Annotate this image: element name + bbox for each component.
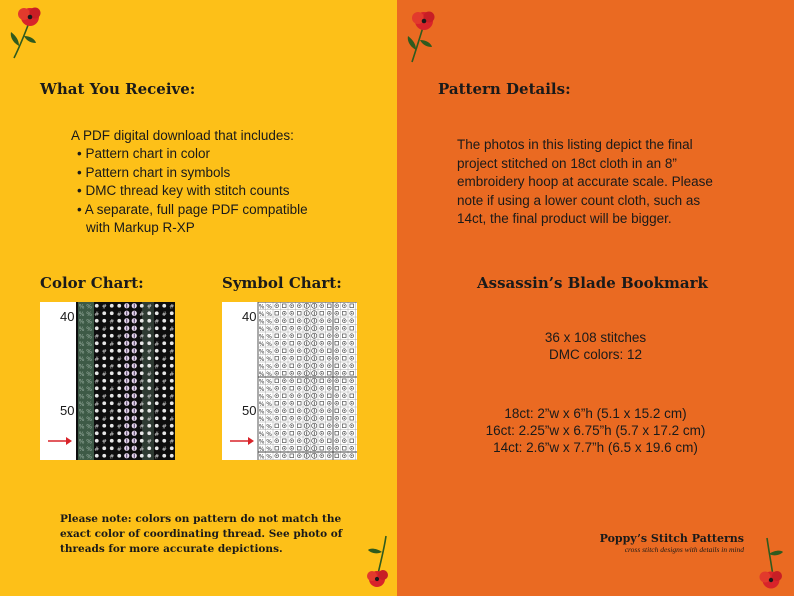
svg-text:#: #	[154, 318, 160, 326]
row-label-50: 50	[242, 403, 257, 418]
red-arrow-icon	[230, 437, 254, 445]
svg-text:%: %	[258, 333, 265, 341]
svg-text:#: #	[116, 400, 122, 408]
size-18ct: 18ct: 2”w x 6”h (5.1 x 15.2 cm)	[504, 406, 687, 421]
svg-text:#: #	[154, 430, 160, 438]
svg-text:%: %	[258, 453, 265, 460]
svg-text:%: %	[78, 340, 85, 348]
svg-text:%: %	[258, 385, 265, 393]
svg-text:%: %	[78, 423, 85, 431]
size-16ct: 16ct: 2.25”w x 6.75”h (5.7 x 17.2 cm)	[485, 423, 706, 438]
svg-text:%: %	[258, 400, 265, 408]
color-chart-heading: Color Chart:	[40, 274, 144, 292]
svg-text:#: #	[139, 310, 145, 318]
svg-text:%: %	[266, 408, 272, 416]
svg-text:#: #	[116, 333, 122, 341]
svg-text:#: #	[109, 385, 115, 393]
svg-text:#: #	[109, 408, 115, 416]
details-paragraph	[457, 136, 713, 229]
svg-text:#: #	[101, 415, 107, 423]
svg-text:%: %	[258, 325, 265, 333]
list-item: with Markup R-XP	[86, 220, 195, 235]
svg-text:%: %	[266, 363, 272, 371]
svg-text:%: %	[78, 400, 85, 408]
svg-text:#: #	[154, 385, 160, 393]
svg-text:#: #	[146, 370, 152, 378]
svg-text:%: %	[78, 415, 85, 423]
poppy-flower-icon	[8, 6, 42, 60]
intro-text: A PDF digital download that includes:	[71, 128, 294, 143]
svg-text:%: %	[266, 378, 272, 386]
includes-list	[77, 145, 308, 238]
svg-text:%: %	[86, 370, 92, 378]
svg-text:#: #	[169, 438, 175, 446]
svg-text:#: #	[139, 378, 145, 386]
svg-text:#: #	[146, 348, 152, 356]
stitch-info	[397, 329, 794, 363]
svg-text:#: #	[154, 453, 160, 460]
svg-text:%: %	[258, 310, 265, 318]
svg-text:#: #	[94, 333, 100, 341]
svg-text:#: #	[94, 423, 100, 431]
svg-text:#: #	[146, 415, 152, 423]
svg-text:%: %	[266, 340, 272, 348]
svg-text:#: #	[169, 348, 175, 356]
svg-text:%: %	[258, 370, 265, 378]
svg-text:%: %	[86, 408, 92, 416]
svg-text:#: #	[116, 355, 122, 363]
svg-text:%: %	[78, 430, 85, 438]
row-label-40: 40	[60, 309, 75, 324]
svg-text:%: %	[266, 430, 272, 438]
svg-text:%: %	[86, 340, 92, 348]
svg-text:%: %	[258, 363, 265, 371]
brand-name: Poppy’s Stitch Patterns	[599, 532, 744, 545]
svg-text:%: %	[78, 438, 85, 446]
svg-text:%: %	[258, 318, 265, 326]
paragraph-line: project stitched on 18ct cloth in an 8”	[457, 155, 677, 171]
svg-text:#: #	[169, 393, 175, 401]
svg-text:#: #	[116, 445, 122, 453]
svg-text:%: %	[86, 385, 92, 393]
list-item: • Pattern chart in color	[77, 146, 211, 161]
dmc-color-count: DMC colors: 12	[548, 347, 643, 362]
svg-text:#: #	[161, 333, 167, 341]
red-arrow-icon	[48, 437, 72, 445]
pattern-title: Assassin’s Blade Bookmark	[477, 274, 708, 292]
size-list	[397, 405, 794, 456]
svg-text:#: #	[146, 438, 152, 446]
svg-text:#: #	[154, 340, 160, 348]
svg-text:#: #	[101, 303, 107, 311]
paragraph-line: embroidery hoop at accurate scale. Please	[457, 174, 713, 189]
svg-text:%: %	[266, 370, 272, 378]
svg-text:%: %	[258, 303, 265, 311]
svg-text:%: %	[258, 355, 265, 363]
svg-text:%: %	[266, 415, 272, 423]
svg-text:%: %	[78, 453, 85, 460]
svg-text:%: %	[86, 348, 92, 356]
svg-text:%: %	[86, 355, 92, 363]
svg-text:#: #	[169, 325, 175, 333]
svg-text:%: %	[78, 378, 85, 386]
svg-text:%: %	[258, 415, 265, 423]
svg-text:%: %	[78, 310, 85, 318]
svg-text:#: #	[94, 310, 100, 318]
brand-tagline: cross stitch designs with details in mind	[624, 545, 744, 554]
svg-text:#: #	[101, 393, 107, 401]
svg-text:%: %	[266, 325, 272, 333]
svg-text:#: #	[101, 370, 107, 378]
svg-text:%: %	[86, 430, 92, 438]
svg-text:%: %	[266, 385, 272, 393]
svg-text:#: #	[139, 400, 145, 408]
svg-text:%: %	[78, 370, 85, 378]
svg-text:%: %	[78, 393, 85, 401]
svg-text:%: %	[258, 445, 265, 453]
svg-text:#: #	[101, 438, 107, 446]
paragraph-line: 14ct, the final product will be bigger.	[457, 211, 672, 226]
svg-text:#: #	[139, 333, 145, 341]
svg-text:#: #	[161, 400, 167, 408]
svg-text:%: %	[86, 453, 92, 460]
svg-text:%: %	[266, 333, 272, 341]
svg-text:%: %	[86, 400, 92, 408]
svg-text:#: #	[116, 423, 122, 431]
color-chart-image	[40, 302, 175, 460]
svg-text:%: %	[258, 423, 265, 431]
svg-text:%: %	[258, 393, 265, 401]
svg-text:%: %	[86, 325, 92, 333]
svg-text:%: %	[86, 363, 92, 371]
svg-text:#: #	[154, 363, 160, 371]
svg-text:%: %	[78, 355, 85, 363]
svg-text:#: #	[139, 355, 145, 363]
list-item: • A separate, full page PDF compatible	[77, 201, 308, 217]
right-panel	[397, 0, 794, 596]
svg-text:%: %	[266, 400, 272, 408]
svg-text:%: %	[86, 378, 92, 386]
svg-text:%: %	[258, 430, 265, 438]
svg-text:#: #	[94, 400, 100, 408]
paragraph-line: note if using a lower count cloth, such as	[457, 192, 701, 208]
svg-text:%: %	[258, 438, 265, 446]
svg-text:%: %	[266, 438, 272, 446]
what-you-receive-heading: What You Receive:	[40, 80, 196, 98]
size-14ct: 14ct: 2.6”w x 7.7”h (6.5 x 19.6 cm)	[493, 440, 698, 455]
svg-text:%: %	[86, 333, 92, 341]
svg-text:%: %	[78, 445, 85, 453]
svg-text:%: %	[266, 453, 272, 460]
svg-text:%: %	[86, 445, 92, 453]
svg-text:#: #	[101, 325, 107, 333]
svg-text:%: %	[86, 318, 92, 326]
svg-text:%: %	[86, 303, 92, 311]
symbol-chart-heading: Symbol Chart:	[222, 274, 342, 292]
color-disclaimer-note: Please note: colors on pattern do not match the exact color of coordinating thread. See photo of threads for more accurate depictions.	[60, 513, 343, 555]
svg-text:#: #	[109, 453, 115, 460]
svg-text:#: #	[154, 408, 160, 416]
poppy-flower-icon	[753, 536, 787, 590]
svg-text:#: #	[109, 430, 115, 438]
paragraph-line: The photos in this listing depict the final	[457, 137, 693, 152]
svg-text:#: #	[139, 445, 145, 453]
svg-text:#: #	[101, 348, 107, 356]
symbol-chart-image	[222, 302, 357, 460]
svg-text:#: #	[161, 378, 167, 386]
svg-text:#: #	[116, 378, 122, 386]
list-item: • Pattern chart in symbols	[77, 164, 231, 180]
svg-text:#: #	[169, 303, 175, 311]
svg-text:#: #	[169, 370, 175, 378]
svg-text:#: #	[116, 310, 122, 318]
pattern-details-heading: Pattern Details:	[438, 80, 571, 98]
svg-text:#: #	[94, 378, 100, 386]
svg-text:%: %	[258, 408, 265, 416]
brand-signature	[600, 532, 744, 554]
svg-text:%: %	[78, 385, 85, 393]
svg-text:%: %	[266, 348, 272, 356]
svg-text:#: #	[161, 355, 167, 363]
list-item: • DMC thread key with stitch counts	[77, 183, 290, 198]
row-label-50: 50	[60, 403, 75, 418]
svg-text:#: #	[109, 318, 115, 326]
svg-text:%: %	[266, 303, 272, 311]
row-label-40: 40	[242, 309, 257, 324]
svg-text:%: %	[78, 363, 85, 371]
svg-text:#: #	[109, 340, 115, 348]
svg-text:#: #	[161, 423, 167, 431]
svg-text:%: %	[86, 310, 92, 318]
svg-text:%: %	[86, 423, 92, 431]
svg-text:#: #	[161, 310, 167, 318]
svg-text:#: #	[94, 355, 100, 363]
svg-text:#: #	[139, 423, 145, 431]
svg-text:%: %	[266, 423, 272, 431]
svg-text:%: %	[78, 325, 85, 333]
svg-text:#: #	[146, 393, 152, 401]
svg-text:%: %	[258, 340, 265, 348]
svg-text:%: %	[266, 355, 272, 363]
svg-text:%: %	[266, 318, 272, 326]
svg-text:%: %	[266, 445, 272, 453]
svg-text:%: %	[78, 408, 85, 416]
svg-text:%: %	[78, 318, 85, 326]
poppy-flower-icon	[404, 10, 438, 64]
svg-text:%: %	[78, 348, 85, 356]
svg-text:%: %	[258, 348, 265, 356]
svg-text:%: %	[78, 333, 85, 341]
svg-text:#: #	[146, 303, 152, 311]
svg-text:%: %	[86, 393, 92, 401]
svg-text:#: #	[169, 415, 175, 423]
svg-text:%: %	[258, 378, 265, 386]
stitch-count: 36 x 108 stitches	[544, 330, 647, 345]
poppy-flower-icon	[362, 534, 396, 588]
svg-text:#: #	[94, 445, 100, 453]
svg-text:#: #	[146, 325, 152, 333]
svg-text:#: #	[109, 363, 115, 371]
svg-text:%: %	[86, 415, 92, 423]
svg-text:%: %	[86, 438, 92, 446]
svg-text:%: %	[78, 303, 85, 311]
svg-text:%: %	[266, 393, 272, 401]
svg-text:%: %	[266, 310, 272, 318]
svg-text:#: #	[161, 445, 167, 453]
